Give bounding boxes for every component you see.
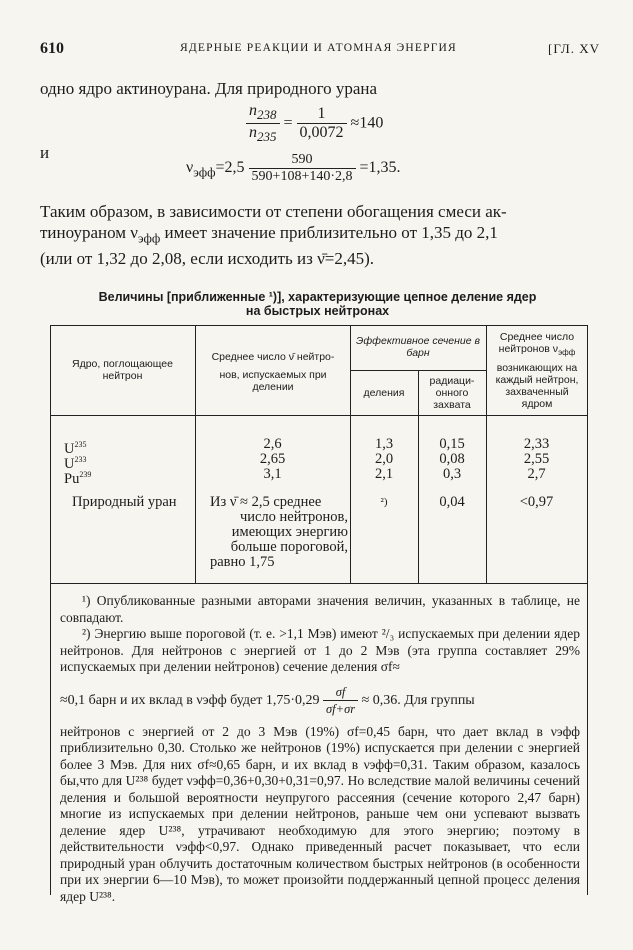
chapter-label: [ГЛ. XV	[548, 41, 600, 56]
page-header	[40, 40, 600, 60]
footnote-2-equation: ≈0,1 барн и их вклад в νэфф будет 1,75·0,29 $\frac{\sigma f}{\sigma f+\sigma r}$ ≈ 0,36. Для группы	[60, 684, 475, 716]
intro-line: одно ядро актиноурана. Для природного урана	[40, 79, 378, 98]
header-cross-section: Эффективное сечение в барн	[356, 335, 480, 359]
header-nucleus: Ядро, поглощающее нейтрон	[72, 358, 173, 382]
page-number: 610	[40, 40, 64, 57]
footnote-2-part2: нейтронов с энергией от 2 до 3 Мэв (19%) σf=0,45 барн, что дает вклад в νэфф приблизительно 0,30. Столько же нейтронов (19%) испускается при делении с энергией более 3 Мэв. Для них σf≈0,65 барн, и их вклад в νэфф=0,31. Таким образом, казалось бы,что для U²³⁸ будет νэфф=0,36+0,30+0,31=0,97. Но вследствие малой величины сечений деления и большой вероятности неупругого рассеяния (сечение которого 2,47 барн) многие из испускаемых при делении нейтронов, раньше чем они успевают вызвать деление ядер U²³⁸, утрачивают необходимую для этого энергию; поэтому в действительности νэфф<0,97. Однако приведенный расчет показывает, что если природный уран облучить достаточным количеством быстрых нейтронов (в особенности при их энергии 6—10 Мэв), то может произойти поддержанный цепной процесс деления ядер U²³⁸.	[60, 723, 580, 904]
header-avg-nu: Среднее число ν̄ нейтро- нов, испускаемых при делении	[211, 351, 335, 393]
footnote-2-part1: ²) Энергию выше пороговой (т. е. >1,1 Мэв) имеют ²/₃ испускаемых при делении ядер нейтронов. Для нейтронов с энергией от 1 до 2 Мэв (эта группа составляет 29% испускаемых при делении нейтронов) сечение деления σf≈	[60, 626, 580, 674]
footnotes	[60, 593, 580, 905]
equation-nu-eff: $\nu_{эфф}=2,5$ $\frac{590}{590+108+140\cdot 2,8}$ =1,35.	[186, 152, 401, 184]
table-row: $U^{235}$ 2,6 1,3 0,15 2,33	[64, 436, 550, 457]
header-fission: деления	[363, 387, 405, 399]
table-rows	[50, 436, 587, 487]
equation-ratio: $\frac{n_{238}}{n_{235}}$ = $\frac{1}{0,0072}$ ≈140	[246, 102, 383, 145]
conclusion-paragraph: Таким образом, в зависимости от степени обогащения смеси ак- тиноураном $\nu_{эфф}$ имеет значение приблизительно от 1,35 до 2,1 (или от 1,32 до 2,08, если исходить из ν̄=2,45).	[40, 202, 507, 269]
header-capture: радиаци-онного захвата	[429, 375, 475, 411]
and-word: и	[40, 143, 50, 162]
table-row: Pu$^{239}$ 3,1 2,1 0,3 2,7	[64, 466, 546, 487]
table-caption: Величины [приближенные ¹)], характеризующие цепное деление ядер на быстрых нейтронах	[98, 290, 537, 318]
footnote-1: ¹) Опубликованные разными авторами значения величин, указанных в таблице, не совпадают.	[60, 593, 580, 625]
running-title: ЯДЕРНЫЕ РЕАКЦИИ И АТОМНАЯ ЭНЕРГИЯ	[180, 42, 457, 54]
table-row: $U^{233}$ 2,65 2,0 0,08 2,55	[64, 451, 550, 472]
data-table: Ядро, поглощающее нейтрон Среднее число ν̄ нейтро- нов, испускаемых при делении Эффективное сечение в барн деления радиаци-онного захвата Среднее число нейтронов $\nu_{эфф}$ возникающих на каждый нейтрон, захваченный ядром $U^{235}$ 2,6 1,3 0,15 2,33 $U^{233}$ 2,65 2,0 0,08 2,55 Pu$^{239}$ 3,1 2,1 0,3 2,7 Природный уран Из ν̄ ≈ 2,5 среднее число нейтронов, имеющих энергию больше пороговой, равно 1,75 ²) 0,04 <0,97 ¹) Опубликованные разными авторами значения величин, указанных в таблице, не совпадают. ²) Энергию выше пороговой (т. е. >1,1 Мэв) имеют ²/₃ испускаемых при делении ядер нейтронов. Для нейтронов с энергией от 1 до 2 Мэв (эта группа составляет 29% испускаемых при делении нейтронов) сечение деления σf≈ ≈0,1 барн и их вклад в νэфф будет 1,75·0,29 $\frac{\sigma f}{\sigma f+\sigma r}$ ≈ 0,36. Для группы нейтронов с энергией от 2 до 3 Мэв (19%) σf=0,45 барн, что дает вклад в νэфф приблизительно 0,30. Столько же нейтронов (19%) испускается при делении с энергией более 3 Мэв. Для них σf≈0,65 барн, и их вклад в νэфф=0,31. Таким образом, казалось бы,что для U²³⁸ будет νэфф=0,36+0,30+0,31=0,97. Но вследствие малой величины сечений деления и большой вероятности неупругого рассеяния (сечение которого 2,47 барн) многие из испускаемых при делении нейтронов, раньше чем они успевают вызвать деление ядер U²³⁸, утрачивают необходимую для этого энергию; поэтому в действительности νэфф<0,97. Однако приведенный расчет показывает, что если природный уран облучить достаточным количеством быстрых нейтронов (в особенности при их энергии 6—10 Мэв), то может произойти поддержанный цепной процесс деления ядер U²³⁸.	[50, 325, 587, 895]
header-avg-eff: Среднее число нейтронов $\nu_{эфф}$ возникающих на каждый нейтрон, захваченный ядром	[495, 331, 579, 411]
